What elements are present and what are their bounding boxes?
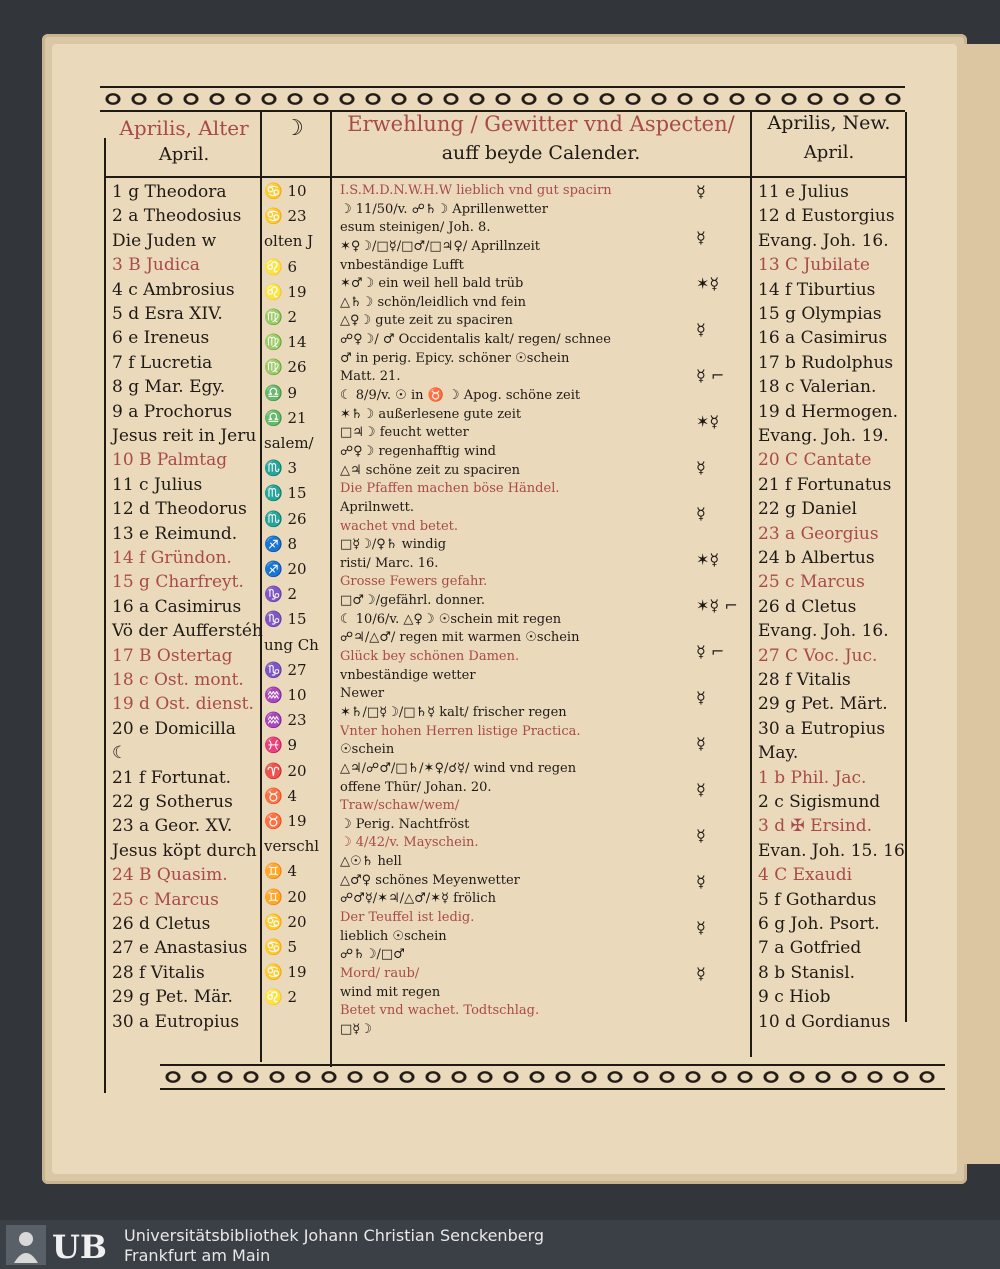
new-calendar-row: 19 d Hermogen. [758,401,898,422]
aspects-column [340,182,750,1039]
aspect-phrase: △♃ schöne zeit zu spaciren [340,462,521,478]
zodiac-cell: ♒ 23 [264,711,307,730]
old-calendar-row: 11 c Julius [112,474,203,495]
aspect-symbol: ☿ [696,826,706,845]
aspect-symbol: ✶☿ ⌐ [696,596,738,615]
aspect-phrase: Matt. 21. [340,369,401,385]
zodiac-cell: ♑ 15 [264,610,307,629]
zodiac-cell: ung Ch [264,635,319,654]
new-calendar-row: 3 d ✠ Ersind. [758,816,873,837]
new-calendar-row: 9 c Hiob [758,987,831,1008]
old-calendar-row: 12 d Theodorus [112,499,247,520]
rule-left [104,138,106,1093]
zodiac-cell: ♍ 14 [264,333,307,352]
old-calendar-row: 29 g Pet. Mär. [112,987,233,1008]
new-calendar-row: 25 c Marcus [758,572,865,593]
aspect-phrase: ☍♂☿/✶♃/△♂/✶☿ frölich [340,891,496,907]
old-calendar-row: 13 e Reimund. [112,523,238,544]
new-calendar-row: 30 a Eutropius [758,718,886,739]
new-calendar-row: Evan. Joh. 15. 16 [758,840,905,861]
new-calendar-row: Evang. Joh. 19. [758,426,889,446]
old-calendar-row: 4 c Ambrosius [112,279,235,300]
aspect-phrase: ☽ Perig. Nachtfröst [340,816,470,832]
center-title: Erwehlung / Gewitter vnd Aspecten/ [347,112,735,136]
zodiac-cell: ♏ 3 [264,459,297,478]
old-calendar-row: 9 a Prochorus [112,401,233,422]
aspect-phrase: □♃☽ feucht wetter [340,425,469,441]
library-footer [0,1220,1000,1269]
old-calendar-title: Aprilis, Alter [119,116,249,140]
new-calendar-row: Evang. Joh. 16. [758,621,889,642]
zodiac-cell: ♑ 2 [264,585,297,604]
new-calendar-row: 26 d Cletus [758,596,857,617]
aspect-phrase: ✶♄☽ außerlesene gute zeit [340,406,522,422]
old-calendar-row: Jesus reit in Jeru [112,426,257,446]
zodiac-cell: ♍ 2 [264,308,297,326]
aspect-symbol: ☿ [696,228,706,247]
old-calendar-row: Jesus köpt durch [112,840,257,861]
new-calendar-row: May. [758,743,799,764]
aspect-phrase: esum steinigen/ Joh. 8. [340,220,491,236]
aspect-phrase: ☍♃/△♂/ regen mit warmen ☉schein [340,630,580,646]
old-calendar-row: 30 a Eutropius [112,1011,240,1032]
aspect-phrase: ✶♂☽ ein weil hell bald trüb [340,276,524,292]
aspect-phrase: Aprilnwett. [340,499,415,515]
aspect-phrase: □☿☽ [340,1021,372,1037]
old-calendar-row: 16 a Casimirus [112,596,242,617]
old-calendar-row: 23 a Geor. XV. [112,816,233,837]
zodiac-cell: ♋ 20 [264,912,307,931]
new-calendar-row: 10 d Gordianus [758,1011,891,1032]
aspect-symbol: ☿ [696,734,706,753]
aspect-phrase: ✶♄/□☿☽/□♄☿ kalt/ frischer regen [340,704,567,720]
aspect-phrase: ♂ in perig. Epicy. schöner ☉schein [340,350,570,366]
aspect-phrase: Der Teuffel ist ledig. [340,909,475,925]
new-calendar-row: 24 b Albertus [758,548,875,568]
new-calendar-row: 15 g Olympias [758,304,882,324]
new-calendar-row: 20 C Cantate [758,450,872,471]
aspect-phrase: risti/ Marc. 16. [340,555,439,571]
new-calendar-row: 5 f Gothardus [758,889,877,910]
ornamental-border-top [100,86,905,112]
old-calendar-subtitle: April. [158,144,210,165]
aspect-symbol: ✶☿ [696,274,720,293]
new-calendar-row: 4 C Exaudi [758,865,853,886]
old-calendar-row: 24 B Quasim. [112,865,228,886]
new-calendar-row: 22 g Daniel [758,499,857,520]
rule-right [905,112,907,1022]
new-calendar-row: 14 f Tiburtius [758,279,876,300]
aspect-phrase: ☽ 4/42/v. Mayschein. [340,835,479,851]
new-calendar-row: 12 d Eustorgius [758,206,895,227]
old-calendar-row: 7 f Lucretia [112,352,213,373]
zodiac-cell: ♊ 4 [264,862,297,881]
aspect-phrase: wind mit regen [340,984,441,1000]
aspect-phrase: Traw/schaw/wem/ [340,798,460,814]
aspect-phrase: ☍♀☽ regenhafftig wind [340,443,496,459]
old-calendar-row: 28 f Vitalis [112,962,205,983]
zodiac-cell: ♒ 10 [264,686,307,704]
rule-old-zodiac [260,112,262,1062]
new-calendar-row: Evang. Joh. 16. [758,230,889,251]
zodiac-cell: ♉ 4 [264,786,297,805]
aspect-phrase: △♀☽ gute zeit zu spaciren [340,313,513,329]
old-calendar-row: 17 B Ostertag [112,645,233,666]
new-calendar-subtitle: April. [803,142,855,163]
aspect-symbol: ✶☿ [696,550,720,569]
library-logo-icon [6,1225,116,1265]
old-calendar-row: 10 B Palmtag [112,450,228,471]
zodiac-cell: ♌ 19 [264,282,307,301]
aspect-phrase: Glück bey schönen Damen. [340,649,520,665]
zodiac-cell: ♎ 9 [264,383,297,402]
new-calendar-title: Aprilis, New. [767,112,891,134]
aspect-phrase: △♄☽ schön/leidlich vnd fein [340,294,526,310]
old-calendar-row: 18 c Ost. mont. [112,670,244,690]
new-calendar-row: 8 b Stanisl. [758,962,856,983]
rule-zodiac-center [330,112,332,1067]
new-calendar-row: 28 f Vitalis [758,670,851,690]
aspect-phrase: ☽ 11/50/v. ☍♄☽ Aprillenwetter [340,201,548,217]
aspect-phrase: ☍♄☽/□♂ [340,947,405,963]
zodiac-cell: ♋ 23 [264,207,307,226]
zodiac-cell: ♊ 20 [264,887,307,906]
new-calendar-row: 13 C Jubilate [758,255,870,276]
aspect-phrase: ✶♀☽/□☿/□♂/□♃♀/ Aprillnzeit [340,238,541,254]
aspect-phrase: ☾ 8/9/v. ☉ in ♉ ☽ Apog. schöne zeit [340,388,581,404]
moon-icon: ☽ [284,116,304,141]
footer-city: Frankfurt am Main [124,1246,271,1265]
old-calendar-row: 5 d Esra XIV. [112,304,223,324]
zodiac-cell: ♈ 20 [264,761,307,780]
aspect-phrase: lieblich ☉schein [340,928,447,944]
aspect-symbol: ✶☿ [696,412,720,431]
aspect-phrase: offene Thür/ Johan. 20. [340,779,492,795]
new-calendar-row: 1 b Phil. Jac. [758,767,867,788]
aspect-phrase: ☾ 10/6/v. △♀☽ ☉schein mit regen [340,611,562,627]
zodiac-cell: ♑ 27 [264,660,307,679]
aspect-phrase: Vnter hohen Herren listige Practica. [340,723,581,739]
aspect-phrase: Newer [340,686,385,702]
old-calendar-row: Vö der Aufferstéh [112,621,263,642]
aspect-phrase: ☉schein [340,742,395,758]
zodiac-cell: ♋ 19 [264,963,307,982]
aspect-phrase: ☍♀☽/ ♂ Occidentalis kalt/ regen/ schnee [340,332,611,348]
zodiac-cell: ♏ 26 [264,509,307,528]
zodiac-cell: ♌ 6 [264,257,297,276]
old-calendar-row: 22 g Sotherus [112,792,233,812]
aspect-symbol: ☿ [696,320,706,339]
new-calendar-row: 2 c Sigismund [758,792,881,812]
old-calendar-row: 20 e Domicilla [112,718,236,739]
aspect-phrase: Die Pfaffen machen böse Händel. [340,481,560,497]
zodiac-cell: ♐ 8 [264,534,297,553]
aspect-symbol: ☿ ⌐ [696,642,725,661]
aspect-symbol: ☿ [696,688,706,707]
zodiac-cell: ♌ 2 [264,988,297,1007]
old-calendar-row: 19 d Ost. dienst. [112,694,254,715]
new-calendar-row: 23 a Georgius [758,523,879,544]
old-calendar-row: 21 f Fortunat. [112,767,232,788]
new-calendar-row: 27 C Voc. Juc. [758,645,878,666]
zodiac-cell: ♓ 9 [264,736,297,755]
old-calendar-row: 2 a Theodosius [112,206,242,227]
rule-header [104,176,907,178]
zodiac-cell: ♎ 21 [264,408,307,427]
old-calendar-row: 15 g Charfreyt. [112,572,244,593]
new-calendar-row: 16 a Casimirus [758,328,888,349]
aspect-phrase: △☉♄ hell [340,854,402,870]
center-subtitle: auff beyde Calender. [441,142,641,164]
new-calendar-row: 21 f Fortunatus [758,474,892,495]
facing-page-edge [958,44,1000,1164]
old-calendar-row: ☾ [112,743,128,764]
aspect-symbol: ☿ [696,182,706,201]
old-calendar-row: 14 f Gründon. [112,548,232,568]
aspect-phrase: wachet vnd betet. [340,518,459,534]
new-calendar-row: 18 c Valerian. [758,377,877,398]
zodiac-cell: salem/ [264,434,314,452]
old-calendar-row: 27 e Anastasius [112,938,248,959]
aspect-phrase: △♃/☍♂/□♄/✶♀/☌☿/ wind vnd regen [340,760,577,776]
old-calendar-row: Die Juden w [112,230,217,251]
zodiac-cell: ♏ 15 [264,484,307,503]
zodiac-cell: ♐ 20 [264,560,307,578]
zodiac-cell: ♍ 26 [264,358,307,377]
aspect-phrase: Grosse Fewers gefahr. [340,574,488,590]
aspect-phrase: △♂♀ schönes Meyenwetter [340,872,520,888]
new-calendar-row: 7 a Gotfried [758,938,862,959]
aspect-symbol: ☿ [696,872,706,891]
aspect-phrase: □♂☽/gefährl. donner. [340,593,486,609]
aspect-phrase: I.S.M.D.N.W.H.W lieblich vnd gut spacirn [340,183,612,198]
footer-institution: Universitätsbibliothek Johann Christian Senckenberg [124,1226,545,1245]
aspect-phrase: vnbeständige wetter [340,667,476,683]
new-calendar-row: 17 b Rudolphus [758,352,894,373]
zodiac-cell: ♋ 10 [264,182,307,200]
ornamental-border-bottom [160,1064,945,1090]
aspect-symbol: ☿ ⌐ [696,366,725,385]
aspect-symbol: ☿ [696,964,706,983]
aspect-symbol: ☿ [696,458,706,477]
aspect-symbol: ☿ [696,918,706,937]
new-calendar-row: 29 g Pet. Märt. [758,694,888,715]
aspect-phrase: Mord/ raub/ [340,965,420,981]
old-calendar-row: 26 d Cletus [112,914,211,934]
new-calendar-row: 11 e Julius [758,182,849,202]
zodiac-cell: verschl [264,837,320,856]
old-calendar-row: 1 g Theodora [112,182,227,202]
aspect-symbol: ☿ [696,504,706,523]
aspect-phrase: □☿☽/♀♄ windig [340,537,447,553]
rule-center-new [750,112,752,1057]
aspect-symbol: ☿ [696,780,706,799]
zodiac-cell: ♋ 5 [264,938,297,956]
old-calendar-row: 8 g Mar. Egy. [112,377,226,398]
aspect-phrase: Betet vnd wachet. Todtschlag. [340,1003,540,1019]
svg-text:UB: UB [52,1228,107,1265]
old-calendar-row: 6 e Ireneus [112,328,210,349]
zodiac-cell: olten J [264,232,314,251]
old-calendar-row: 3 B Judica [112,255,200,276]
zodiac-cell: ♉ 19 [264,812,307,830]
aspect-phrase: vnbeständige Lufft [340,257,464,273]
new-calendar-row: 6 g Joh. Psort. [758,914,880,934]
old-calendar-row: 25 c Marcus [112,889,219,910]
